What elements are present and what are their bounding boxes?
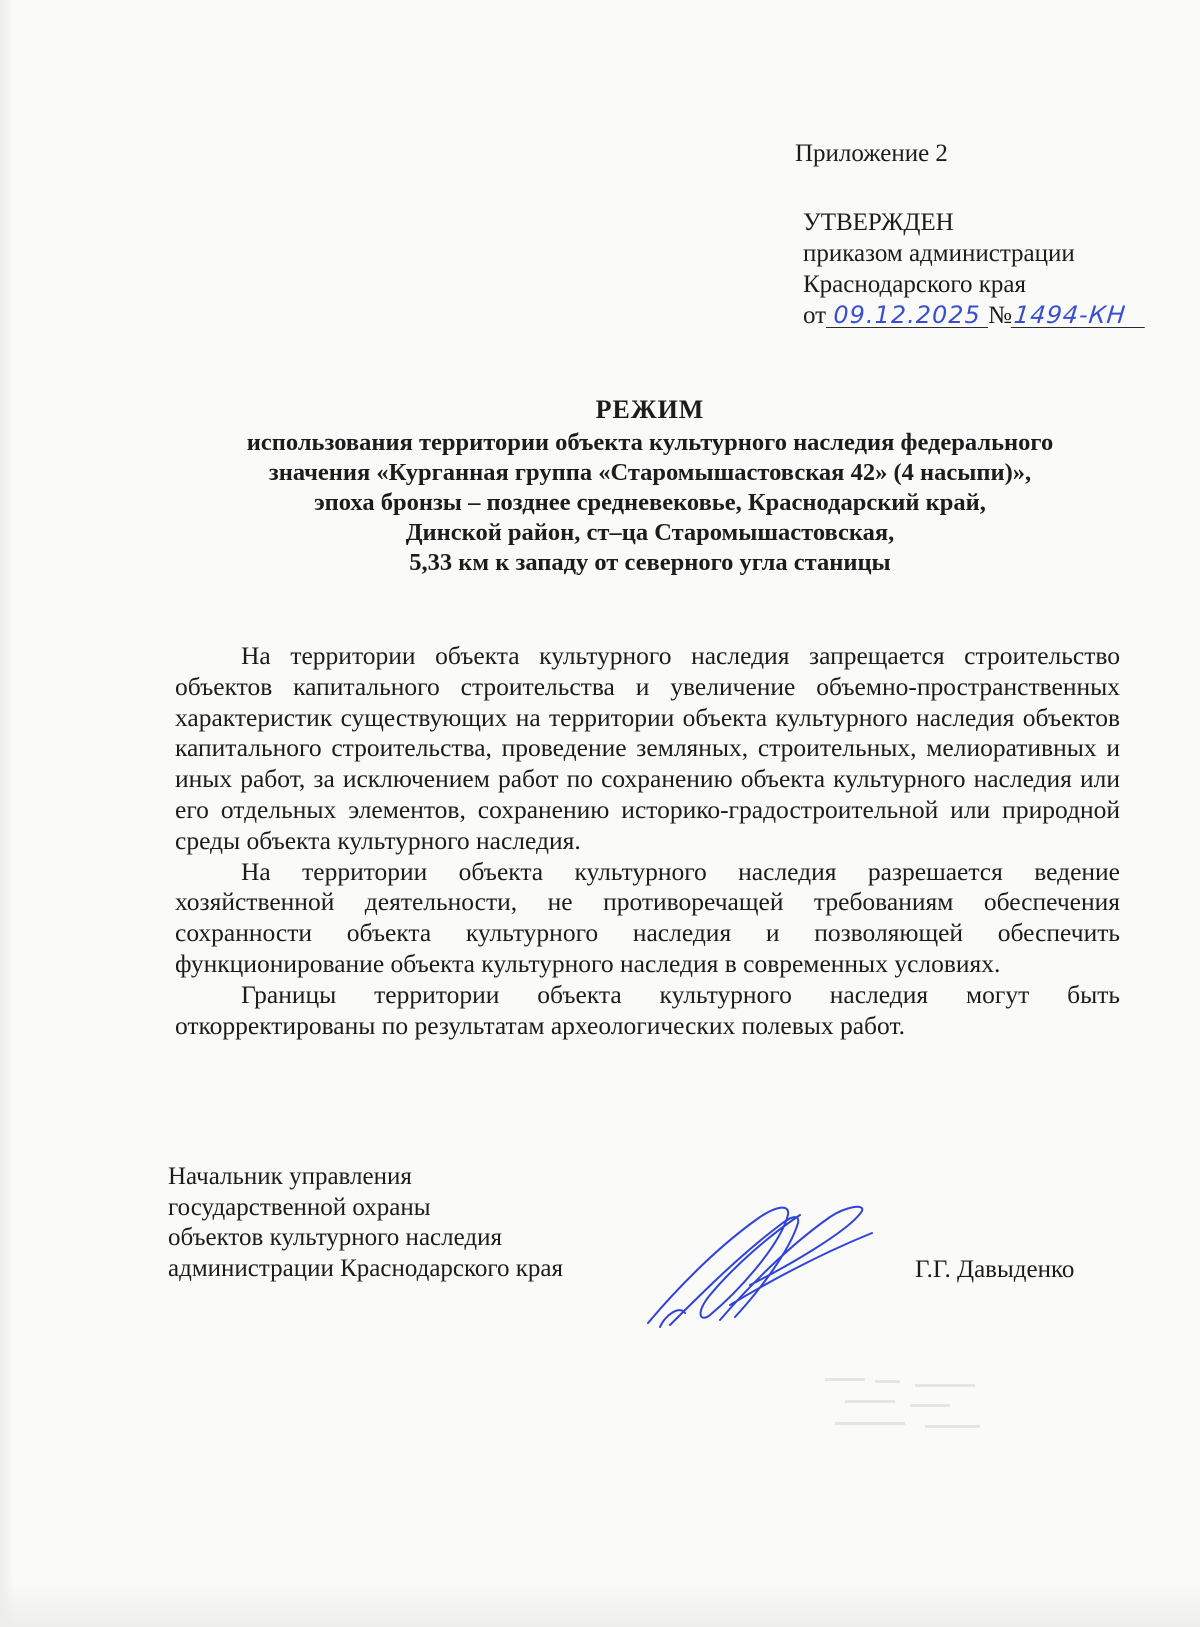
document-title	[120, 395, 1180, 578]
body-paragraph: Границы территории объекта культурного наследия могут быть откорректированы по результатам археологических полевых работ.	[175, 979, 1120, 1040]
title-line: использования территории объекта культурного наследия федерального	[246, 429, 1054, 456]
order-number-sign: №	[988, 302, 1012, 329]
title-line: Динской район, ст–ца Старомышастовская,	[405, 519, 895, 546]
signer-position-line: Начальник управления	[168, 1163, 412, 1190]
title-line: эпоха бронзы – позднее средневековье, Краснодарский край,	[314, 489, 986, 516]
scan-speckle	[815, 1370, 1015, 1440]
title-line: 5,33 км к западу от северного угла станицы	[409, 549, 891, 576]
order-prefix: от	[803, 302, 827, 329]
approval-line: Краснодарского края	[803, 271, 1026, 298]
body-paragraph: На территории объекта культурного наследия запрещается строительство объектов капитального строительства и увеличение объемно-пространственных характеристик существующих на территории объекта культурного наследия объектов капитального строительства, проведение земляных, строительных, мелиоративных и иных работ, за исключением работ по сохранению объекта культурного наследия или его отдельных элементов, сохранению историко-градостроительной или природной среды объекта культурного наследия.	[175, 641, 1120, 855]
scan-shadow-left	[0, 0, 14, 1627]
appendix-label: Приложение 2	[795, 140, 948, 167]
approval-line: приказом администрации	[803, 240, 1075, 267]
order-number-handwritten: 1494-КН	[1011, 303, 1148, 328]
handwritten-signature	[640, 1195, 890, 1335]
title-line: значения «Курганная группа «Старомышастовская 42» (4 насыпи)»,	[268, 459, 1032, 486]
signer-position-line: объектов культурного наследия	[168, 1224, 502, 1251]
signer-name: Г.Г. Давыденко	[915, 1256, 1075, 1283]
title-main: РЕЖИМ	[595, 395, 705, 424]
signer-position	[168, 1162, 563, 1284]
signer-position-line: государственной охраны	[168, 1193, 431, 1221]
approval-block	[803, 207, 1146, 331]
signer-position-line: администрации Краснодарского края	[168, 1254, 564, 1282]
body-paragraph: На территории объекта культурного наследия разрешается ведение хозяйственной деятельности, не противоречащей требованиям обеспечения сохранности объекта культурного наследия и позволяющей обеспечить функционирование объекта культурного наследия в современных условиях.	[175, 856, 1120, 978]
order-line	[803, 300, 1146, 331]
approval-title: УТВЕРЖДЕН	[803, 209, 954, 236]
body-text	[175, 641, 1120, 1041]
order-date-handwritten: 09.12.2025	[826, 303, 988, 328]
scan-shadow-bottom	[0, 1580, 1200, 1627]
